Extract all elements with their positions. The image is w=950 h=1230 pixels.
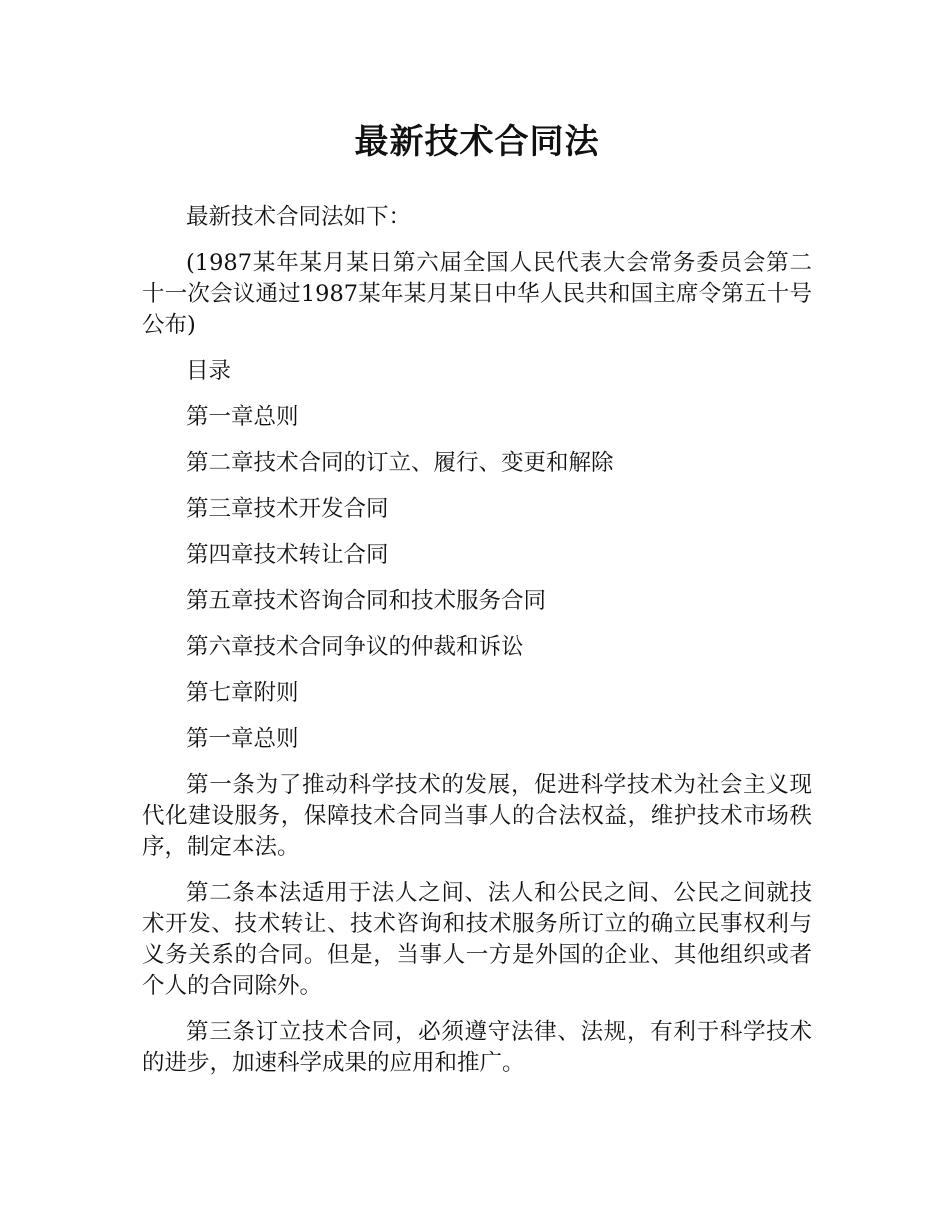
toc-item: 第七章附则: [186, 680, 299, 706]
enactment-note: (1987某年某月某日第六届全国人民代表大会常务委员会第二十一次会议通过1987某年某月某日中华人民共和国主席令第五十号公布): [142, 250, 812, 338]
chapter-heading: 第一章总则: [186, 726, 299, 752]
article-paragraph: 第三条订立技术合同，必须遵守法律、法规，有利于科学技术的进步，加速科学成果的应用和推广。: [142, 1019, 812, 1076]
toc-item: 第三章技术开发合同: [186, 496, 389, 522]
toc-item: 第五章技术咨询合同和技术服务合同: [186, 588, 547, 614]
toc-item: 第四章技术转让合同: [186, 542, 389, 568]
article-paragraph: 第二条本法适用于法人之间、法人和公民之间、公民之间就技术开发、技术转让、技术咨询和技术服务所订立的确立民事权利与义务关系的合同。但是，当事人一方是外国的企业、其他组织或者个人的合同除外。: [142, 880, 812, 999]
document-page: [142, 0, 812, 1094]
document-title: 最新技术合同法: [354, 122, 600, 162]
intro-paragraph: 最新技术合同法如下：: [186, 204, 412, 230]
toc-item: 第二章技术合同的订立、履行、变更和解除: [186, 450, 614, 476]
toc-item: 第一章总则: [186, 404, 299, 430]
toc-heading: 目录: [186, 358, 232, 384]
document-body: [142, 202, 812, 1079]
article-paragraph: 第一条为了推动科学技术的发展，促进科学技术为社会主义现代化建设服务，保障技术合同当事人的合法权益，维护技术市场秩序，制定本法。: [142, 772, 812, 860]
toc-item: 第六章技术合同争议的仲裁和诉讼: [186, 634, 524, 660]
